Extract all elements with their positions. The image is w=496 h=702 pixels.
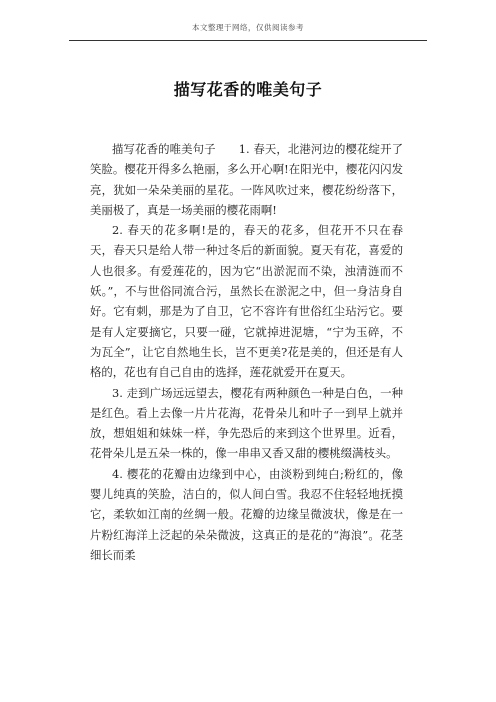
paragraph-3: 3. 走到广场远远望去，樱花有两种颜色一种是白色，一种是红色。看上去像一片片花海，花骨朵儿和叶子一到早上就并放，想姐姐和妹妹一样，争先恐后的来到这个世界里。近看，花骨朵儿是五朵一株的，像一串串又香又甜的樱桃缀满枝头。 (90, 385, 403, 461)
paragraph-1: 描写花香的唯美句子 1. 春天，北港河边的樱花绽开了笑脸。樱花开得多么艳丽，多么开心啊!在阳光中，樱花闪闪发亮，犹如一朵朵美丽的星花。一阵风吹过来，樱花纷纷落下，美丽极了，真是一场美丽的樱花雨啊! (90, 142, 403, 217)
document-body (90, 139, 403, 565)
document-title: 描写花香的唯美句子 (173, 80, 323, 99)
header-divider (69, 40, 427, 41)
paragraph-2: 2. 春天的花多啊!是的，春天的花多，但花开不只在春天，春天只是给人带一种过冬后的新面貌。夏天有花，喜爱的人也很多。有爱莲花的，因为它“出淤泥而不染，浊清涟而不妖。”，不与世俗同流合污，虽然长在淤泥之中，但一身洁身自好。它有刺，那是为了自卫，它不容许有世俗红尘玷污它。要是有人定要摘它，只要一碰，它就掉进泥塘，“宁为玉碎，不为瓦全”，让它自然地生长，岂不更美?花是美的，但还是有人格的，花也有自己自由的选择，莲花就爱开在夏天。 (90, 223, 403, 380)
header-disclaimer: 本文整理于网络，仅供阅读参考 (192, 23, 304, 32)
paragraph-4: 4. 樱花的花瓣由边缘到中心，由淡粉到纯白;粉红的，像婴儿纯真的笑脸，洁白的，似人间白雪。我忍不住轻轻地抚摸它，柔软如江南的丝绸一般。花瓣的边缘呈微波状，像是在一片粉红海洋上泛起的朵朵微波，这真正的是花的“海浪”。花茎细长而柔 (90, 466, 403, 562)
